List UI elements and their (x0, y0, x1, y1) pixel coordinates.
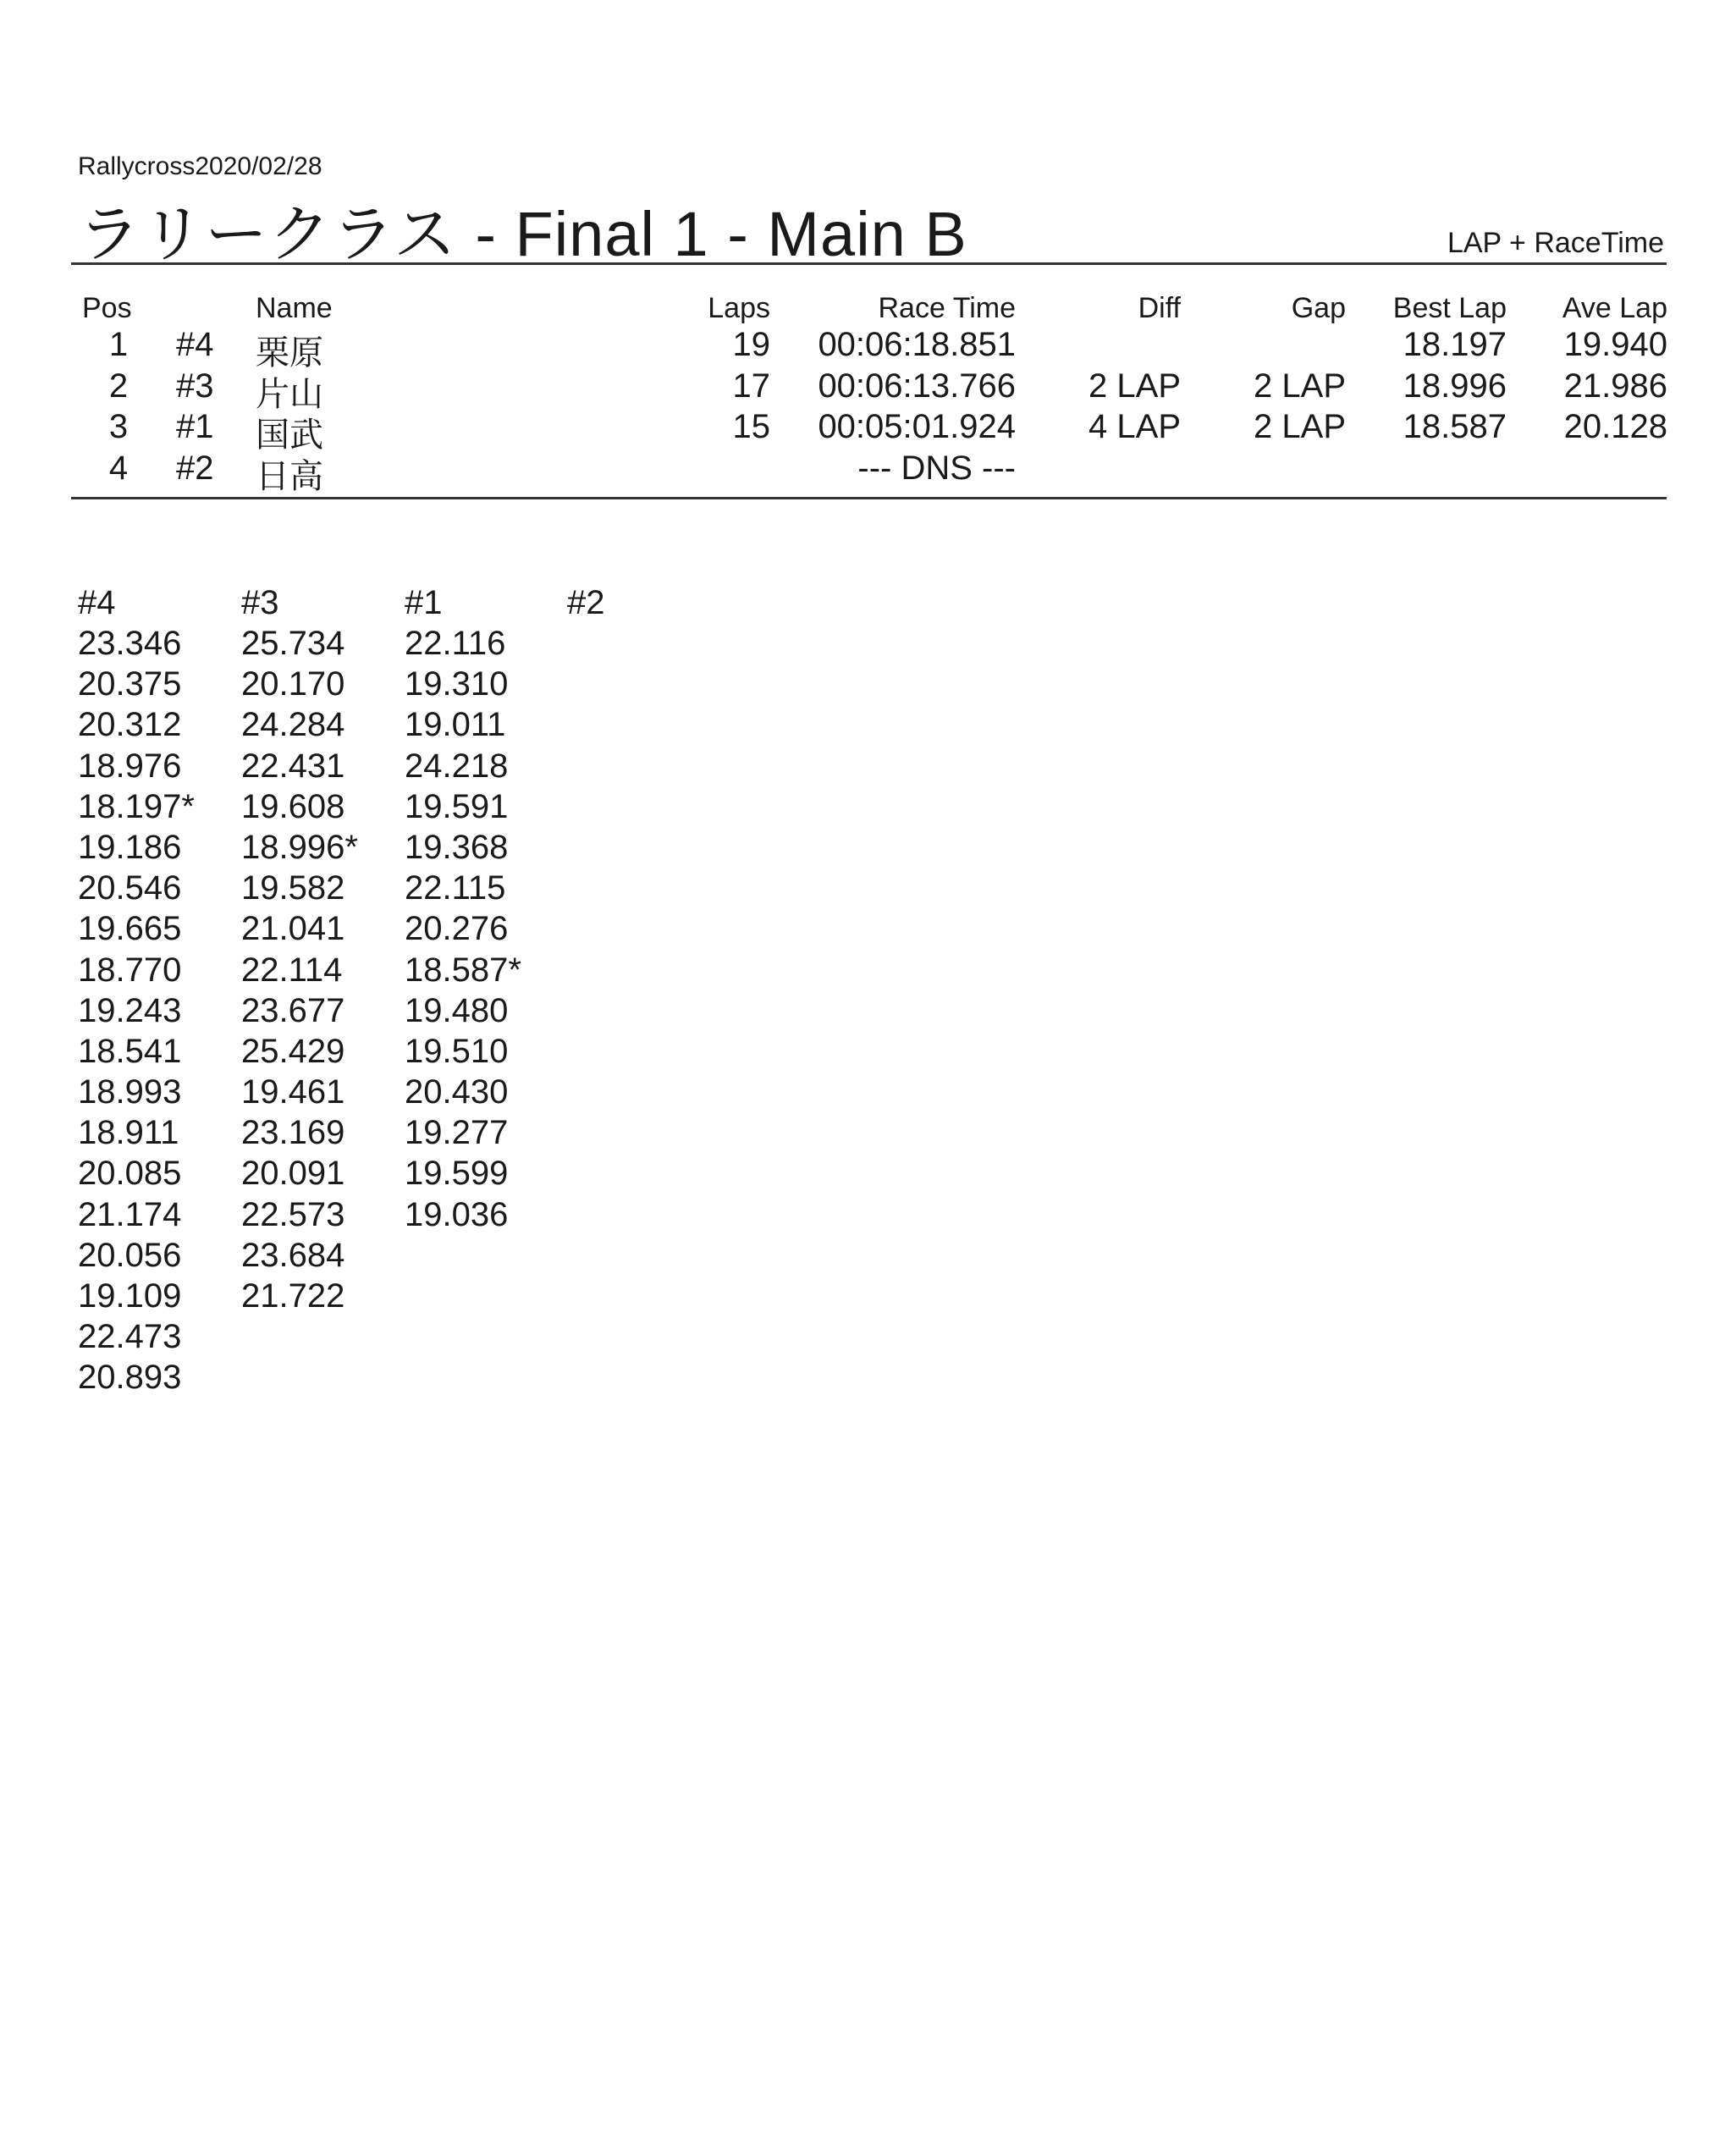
lap-time: 23.684 (241, 1236, 345, 1274)
result-name: 日高 (256, 457, 323, 495)
lap-time: 19.665 (78, 910, 182, 948)
lap-time: 24.218 (405, 747, 509, 785)
lap-time: 19.186 (78, 828, 182, 866)
lap-time: 20.375 (78, 665, 182, 703)
lap-time: 18.996* (241, 828, 358, 866)
lap-time: 18.587* (405, 951, 521, 989)
lap-time: 19.243 (78, 991, 182, 1029)
lap-time: 19.277 (405, 1114, 509, 1152)
lap-time: 22.115 (405, 869, 506, 907)
lap-time: 20.546 (78, 869, 182, 907)
lap-time: 20.085 (78, 1155, 182, 1193)
result-ave-lap: 21.986 (1563, 367, 1667, 405)
lap-column-car-number: #3 (241, 584, 279, 621)
lap-time: 20.276 (405, 910, 509, 948)
result-car-number: #3 (176, 367, 214, 405)
result-pos: 4 (108, 449, 129, 487)
lap-time: 19.036 (405, 1195, 509, 1233)
lap-time: 19.480 (405, 991, 509, 1029)
result-race-time: 00:06:18.851 (818, 326, 1016, 363)
lap-time: 25.429 (241, 1032, 345, 1070)
result-gap: 2 LAP (1254, 367, 1346, 405)
lap-time: 19.582 (241, 869, 345, 907)
result-gap: 2 LAP (1254, 408, 1346, 445)
col-header-gap: Gap (1291, 292, 1346, 324)
lap-time: 21.722 (241, 1277, 345, 1315)
col-header-laps: Laps (708, 292, 770, 324)
lap-time: 23.169 (241, 1114, 345, 1152)
result-pos: 1 (108, 326, 129, 363)
col-header-ave-lap: Ave Lap (1562, 292, 1667, 324)
report-type: LAP + RaceTime (1447, 227, 1664, 259)
lap-time: 20.430 (405, 1073, 509, 1111)
col-header-name: Name (256, 292, 333, 324)
lap-column (567, 582, 736, 623)
col-header-diff: Diff (1138, 292, 1181, 324)
lap-time: 24.284 (241, 706, 345, 744)
lap-time: 25.734 (241, 625, 345, 662)
result-best-lap: 18.197 (1403, 326, 1507, 363)
result-best-lap: 18.587 (1403, 408, 1507, 445)
result-car-number: #2 (176, 449, 214, 487)
lap-time: 20.056 (78, 1236, 182, 1274)
lap-time: 18.541 (78, 1032, 182, 1070)
result-diff: 4 LAP (1088, 408, 1181, 445)
col-header-pos: Pos (82, 292, 132, 324)
result-ave-lap: 20.128 (1563, 408, 1667, 445)
lap-time: 20.091 (241, 1155, 345, 1193)
lap-time: 22.114 (241, 951, 343, 989)
lap-time: 19.109 (78, 1277, 182, 1315)
col-header-best-lap: Best Lap (1392, 292, 1507, 324)
lap-time: 20.893 (78, 1359, 182, 1397)
lap-time: 23.346 (78, 625, 182, 662)
result-race-time: --- DNS --- (857, 449, 1016, 487)
result-race-time: 00:06:13.766 (818, 367, 1016, 405)
result-pos: 3 (108, 408, 129, 445)
result-race-time: 00:05:01.924 (818, 408, 1016, 445)
lap-time: 18.770 (78, 951, 182, 989)
result-pos: 2 (108, 367, 129, 405)
result-laps: 19 (732, 326, 770, 363)
col-header-race-time: Race Time (878, 292, 1016, 324)
lap-time: 18.197* (78, 787, 195, 825)
result-name: 栗原 (256, 334, 323, 372)
result-laps: 17 (732, 367, 770, 405)
lap-time: 19.599 (405, 1155, 509, 1193)
lap-time: 20.312 (78, 706, 182, 744)
result-car-number: #1 (176, 408, 214, 445)
lap-time: 19.608 (241, 787, 345, 825)
lap-column (78, 582, 247, 1398)
lap-column-car-number: #2 (567, 584, 605, 621)
lap-time: 22.473 (78, 1318, 182, 1356)
lap-time: 22.431 (241, 747, 345, 785)
session-title: ラリークラス - Final 1 - Main B (78, 199, 967, 269)
lap-time: 23.677 (241, 991, 345, 1029)
lap-time: 19.591 (405, 787, 509, 825)
lap-time: 20.170 (241, 665, 345, 703)
lap-time: 22.116 (405, 625, 506, 662)
result-best-lap: 18.996 (1403, 367, 1507, 405)
event-name: Rallycross2020/02/28 (78, 152, 322, 180)
lap-time: 18.911 (78, 1114, 179, 1152)
result-name: 国武 (256, 416, 323, 454)
result-diff: 2 LAP (1088, 367, 1181, 405)
bottom-divider (71, 497, 1667, 499)
lap-column (241, 582, 411, 1316)
lap-time: 18.993 (78, 1073, 182, 1111)
result-name: 片山 (256, 375, 323, 413)
lap-column-car-number: #4 (78, 584, 116, 621)
lap-time: 21.041 (241, 910, 345, 948)
top-divider (71, 262, 1667, 265)
lap-time: 19.011 (405, 706, 506, 744)
lap-time: 19.461 (241, 1073, 345, 1111)
lap-time: 18.976 (78, 747, 182, 785)
result-car-number: #4 (176, 326, 214, 363)
result-ave-lap: 19.940 (1563, 326, 1667, 363)
lap-time: 19.310 (405, 665, 509, 703)
lap-time: 22.573 (241, 1195, 345, 1233)
lap-column (405, 582, 574, 1235)
result-laps: 15 (732, 408, 770, 445)
lap-column-car-number: #1 (405, 584, 443, 621)
lap-time: 19.510 (405, 1032, 509, 1070)
lap-time: 21.174 (78, 1195, 182, 1233)
lap-time: 19.368 (405, 828, 509, 866)
